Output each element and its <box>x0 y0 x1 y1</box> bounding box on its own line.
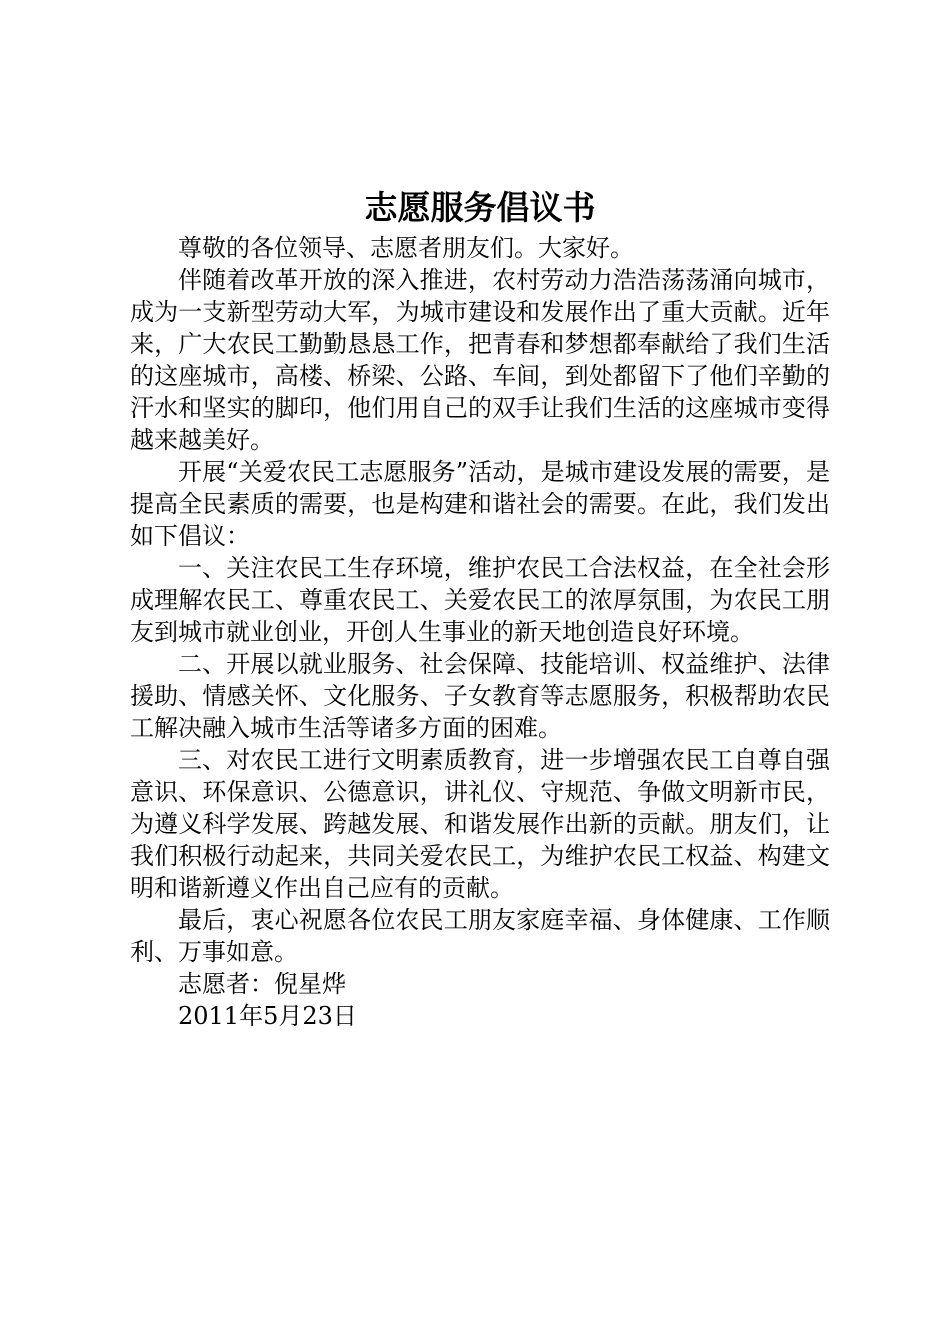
proposal-three-paragraph: 三、对农民工进行文明素质教育，进一步增强农民工自尊自强意识、环保意识、公德意识，讲礼仪、守规范、争做文明新市民，为遵义科学发展、跨越发展、和谐发展作出新的贡献。朋友们，让我们积极行动起来，共同关爱农民工，为维护农民工权益、构建文明和谐新遵义作出自己应有的贡献。 <box>130 746 830 902</box>
proposal-two-paragraph: 二、开展以就业服务、社会保障、技能培训、权益维护、法律援助、情感关怀、文化服务、子女教育等志愿服务，积极帮助农民工解决融入城市生活等诸多方面的困难。 <box>130 650 830 742</box>
proposal-one-paragraph: 一、关注农民工生存环境，维护农民工合法权益，在全社会形成理解农民工、尊重农民工、关爱农民工的浓厚氛围，为农民工朋友到城市就业创业，开创人生事业的新天地创造良好环境。 <box>130 554 830 646</box>
greeting-paragraph: 尊敬的各位领导、志愿者朋友们。大家好。 <box>178 234 634 262</box>
document-title: 志愿服务倡议书 <box>364 188 596 227</box>
activity-paragraph: 开展“关爱农民工志愿服务”活动，是城市建设发展的需要，是提高全民素质的需要，也是构建和谐社会的需要。在此，我们发出如下倡议： <box>130 458 830 550</box>
closing-paragraph: 最后，衷心祝愿各位农民工朋友家庭幸福、身体健康、工作顺利、万事如意。 <box>130 906 830 966</box>
intro-paragraph: 伴随着改革开放的深入推进，农村劳动力浩浩荡荡涌向城市，成为一支新型劳动大军，为城市建设和发展作出了重大贡献。近年来，广大农民工勤勤恳恳工作，把青春和梦想都奉献给了我们生活的这座城市，高楼、桥梁、公路、车间，到处都留下了他们辛勤的汗水和坚实的脚印，他们用自己的双手让我们生活的这座城市变得越来越美好。 <box>130 266 830 454</box>
signature-line: 志愿者：倪星烨 <box>178 970 346 998</box>
date-line: 2011年5月23日 <box>178 1002 357 1030</box>
document-body <box>130 232 830 1032</box>
